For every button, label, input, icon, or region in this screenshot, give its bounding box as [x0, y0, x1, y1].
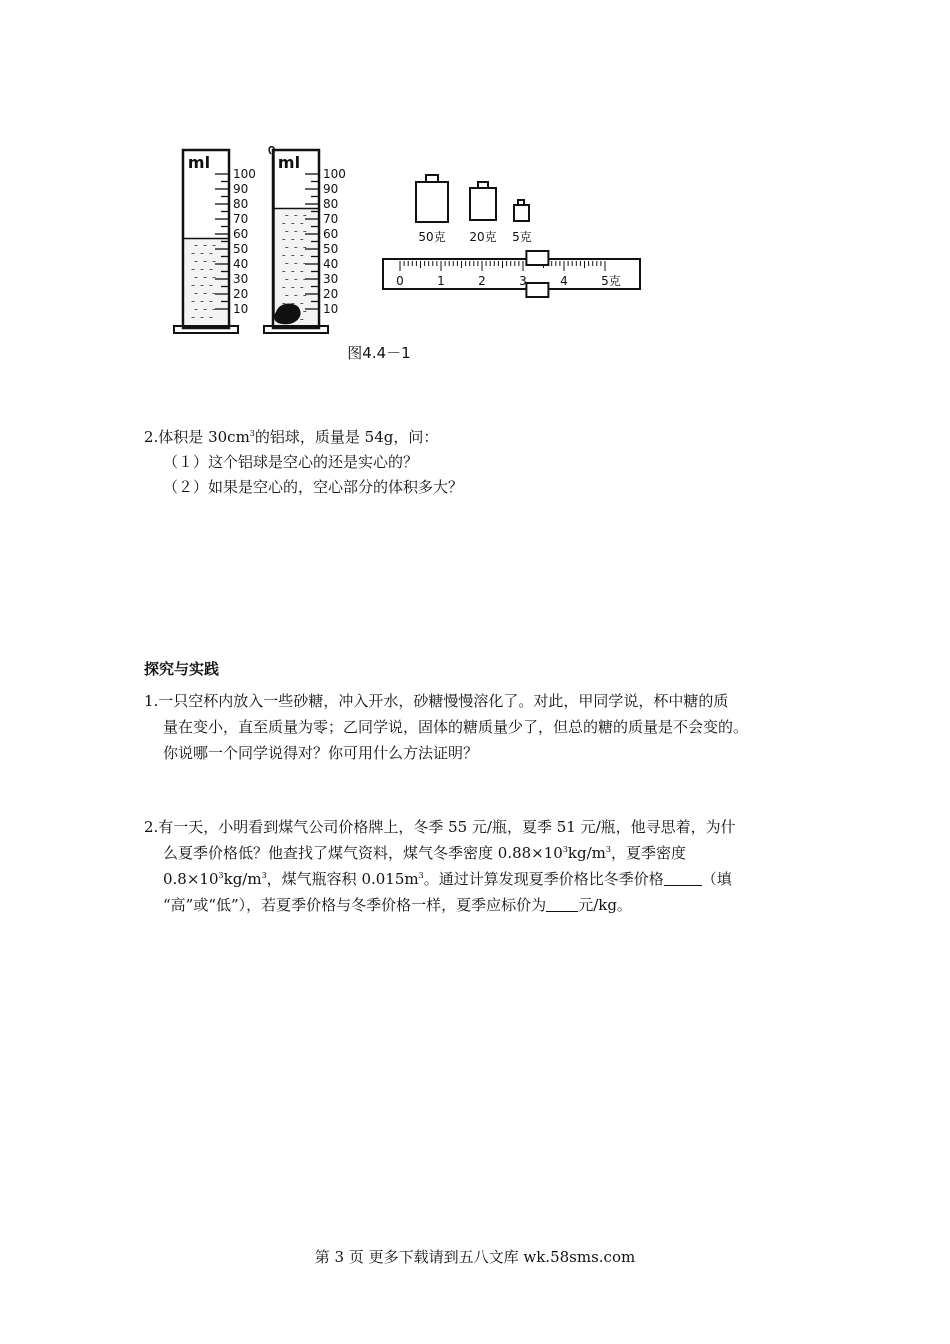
practice-2-line-4-a: “高”或“低”），若夏季价格与冬季价格一样，夏季应标价为 [163, 896, 547, 914]
practice-1-line-3: 你说哪一个同学说得对？你可用什么方法证明？ [163, 744, 479, 762]
question-2-text-a: 2.体积是 30cm [144, 428, 250, 446]
figure-caption: 图4.4－1 [347, 344, 411, 362]
answer-blank-2[interactable] [546, 897, 578, 912]
cylinder-1-label: 20 [233, 287, 249, 301]
cylinder-2-label: 70 [323, 212, 339, 226]
practice-1-line-1: 1.一只空杯内放入一些砂糖，冲入开水，砂糖慢慢溶化了。对此，甲同学说，杯中糖的质 [144, 692, 729, 710]
cylinder-2-label: 100 [323, 167, 346, 181]
scale-label: 1 [437, 274, 445, 288]
practice-2-line-3-a: 0.8×10 [163, 870, 219, 888]
question-2-text-b: 的铝球，质量是 54g，问： [254, 428, 439, 446]
practice-2-line-3 [163, 866, 732, 892]
cylinder-1-label: 70 [233, 212, 249, 226]
cylinder-1-label: 10 [233, 302, 249, 316]
practice-2-line-2-c: ，夏季密度 [610, 844, 686, 862]
cylinder-2-label: 50 [323, 242, 339, 256]
cylinder-1-label: 60 [233, 227, 249, 241]
rider-bottom [526, 283, 548, 297]
practice-2-line-3-d: 。通过计算发现夏季价格比冬季价格 [423, 870, 664, 888]
scale-label: 2 [478, 274, 486, 288]
practice-2-line-2-b: kg/m [567, 844, 606, 862]
scale-label: 3 [519, 274, 527, 288]
weight-20g [470, 182, 496, 220]
weight-label-5g: 5克 [512, 230, 532, 244]
practice-2-line-3-sup-3: 3 [418, 871, 424, 880]
weight-50g [416, 175, 448, 222]
cylinder-1-label: 90 [233, 182, 249, 196]
section-heading: 探究与实践 [144, 660, 220, 678]
cylinder-1-label: 30 [233, 272, 249, 286]
cylinder-2-label: 10 [323, 302, 339, 316]
cylinder-2-unit: ml [277, 153, 301, 172]
question-2-sub-2: （２）如果是空心的，空心部分的体积多大？ [163, 478, 464, 496]
scale-label: 5克 [601, 274, 621, 288]
rider-top [526, 251, 548, 265]
cylinder-2-label: 20 [323, 287, 339, 301]
weights-group [416, 175, 532, 244]
practice-2-line-3-b: kg/m [223, 870, 262, 888]
weight-5g [514, 200, 529, 221]
weight-label-50g: 50克 [418, 230, 446, 244]
practice-2-line-3-sup-2: 3 [261, 871, 267, 880]
practice-2-line-2-a: 么夏季价格低？他查找了煤气资料，煤气冬季密度 0.88×10 [163, 844, 563, 862]
cylinder-2-label: 90 [323, 182, 339, 196]
cylinder-2-label: 40 [323, 257, 339, 271]
practice-1-line-2: 量在变小，直至质量为零；乙同学说，固体的糖质量少了，但总的糖的质量是不会变的。 [163, 718, 749, 736]
practice-2-line-3-c: ，煤气瓶容积 0.015m [266, 870, 419, 888]
practice-2-line-2 [163, 840, 686, 866]
cylinder-1-label: 50 [233, 242, 249, 256]
scale-label: 4 [560, 274, 568, 288]
practice-2-line-4 [163, 892, 632, 918]
figure-4-4-1 [160, 140, 650, 380]
question-2 [144, 424, 438, 450]
practice-2-line-2-sup-2: 3 [605, 845, 611, 854]
practice-2-line-3-sup-1: 3 [218, 871, 224, 880]
practice-2-line-4-b: 元/kg。 [578, 896, 632, 914]
cylinder-1-label: 40 [233, 257, 249, 271]
weight-label-20g: 20克 [469, 230, 497, 244]
practice-2-line-1: 2.有一天，小明看到煤气公司价格牌上，冬季 55 元/瓶，夏季 51 元/瓶，他寻思着，为什 [144, 818, 736, 836]
cylinder-2-label: 80 [323, 197, 339, 211]
question-2-sup: 3 [249, 429, 255, 438]
measuring-cylinder-1 [174, 150, 256, 333]
thread [269, 147, 274, 316]
cylinder-2-label: 60 [323, 227, 339, 241]
page-footer: 第 3 页 更多下载请到五八文库 wk.58sms.com [314, 1248, 636, 1266]
measuring-cylinder-2 [264, 147, 346, 333]
cylinder-1-label: 80 [233, 197, 249, 211]
cylinder-1-water [185, 239, 227, 327]
cylinder-1-label: 100 [233, 167, 256, 181]
cylinder-2-label: 30 [323, 272, 339, 286]
question-2-sub-1: （１）这个铝球是空心的还是实心的？ [163, 453, 419, 471]
practice-2-line-3-e: （填 [701, 870, 732, 888]
practice-2-line-2-sup-1: 3 [562, 845, 568, 854]
scale-label: 0 [396, 274, 404, 288]
cylinder-1-unit: ml [187, 153, 211, 172]
answer-blank-1[interactable] [664, 871, 702, 886]
rider-scale [383, 251, 640, 297]
